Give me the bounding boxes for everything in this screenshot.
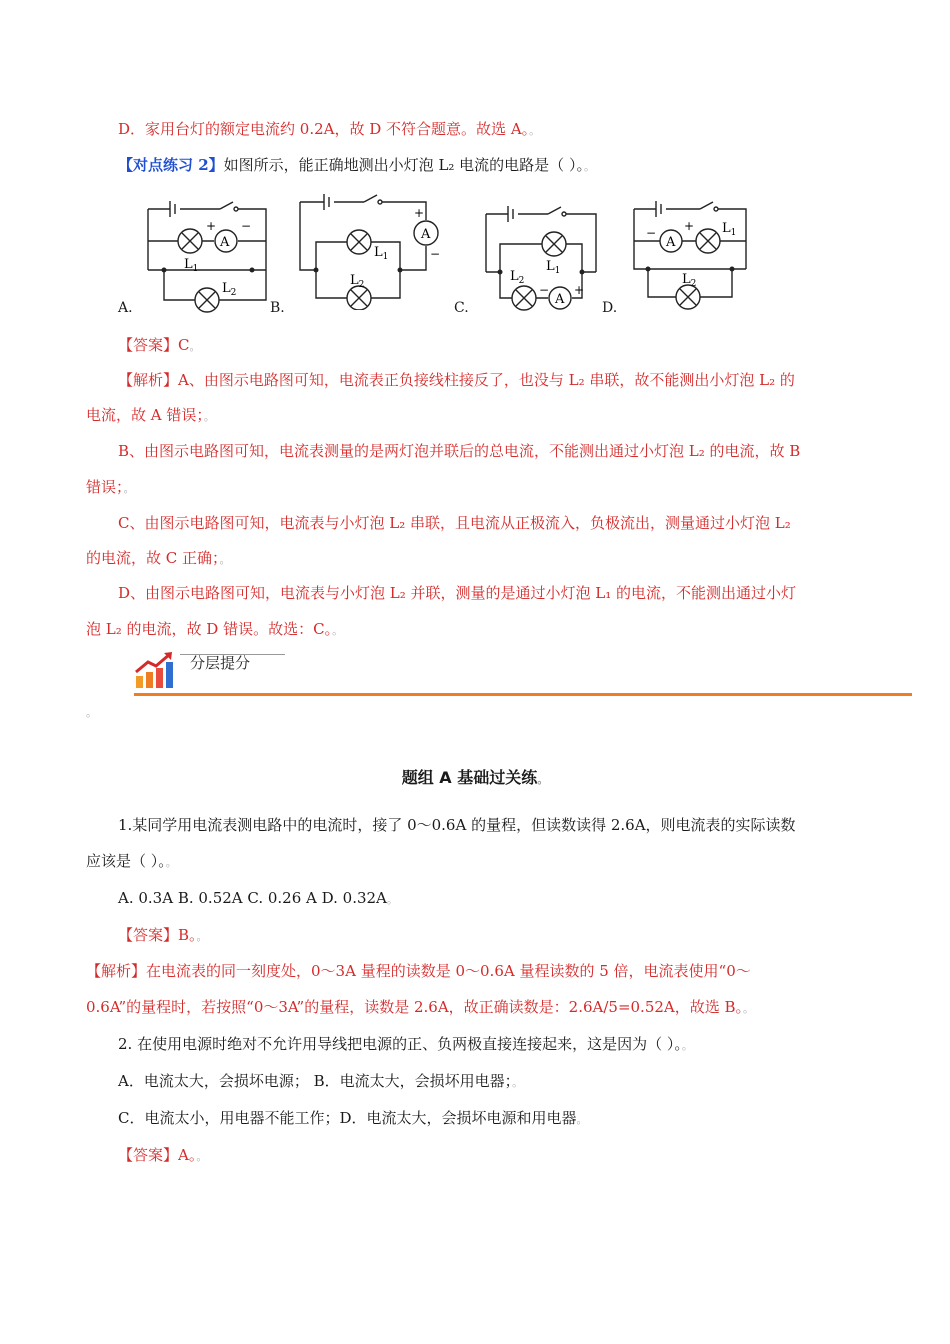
question-1-cont: 应该是（ ）。。 [86,852,177,870]
analysis-1-c: C、由图示电路图可知，电流表与小灯泡 L₂ 串联，且电流从正极流入，负极流出，测量通过小灯泡 L₂ [118,514,791,532]
para-mark: 。 [86,706,97,719]
circuit-figure-c [478,200,608,320]
question-2: 2. 在使用电源时绝对不允许用导线把电源的正、负两极直接连接起来，这是因为（ ）。。 [118,1035,693,1053]
analysis-2-cont: 0.6A”的量程时，若按照“0～3A”的量程，读数是 2.6A，故正确读数是：2.6A/5=0.52A，故选 B。。 [86,998,755,1016]
analysis-2: 【解析】在电流表的同一刻度处，0～3A 量程的读数是 0～0.6A 量程读数的 5 倍，电流表使用“0～ [86,962,751,980]
figure-b-label: B. [270,300,285,316]
practice-text: 如图所示，能正确地测出小灯泡 L₂ 电流的电路是（ ）。 [223,156,584,174]
lamp-l1-label: $L_1$ [184,257,199,274]
section-badge: 分层提分 [190,654,251,672]
group-heading: 题组 A 基础过关练。 [401,768,549,787]
circuit-figure-a [140,195,280,315]
question-2-options-ab: A．电流太大，会损坏电源； B．电流太大，会损坏用电器；。 [118,1072,524,1090]
analysis-1-a-cont: 电流，故 A 错误；。 [86,406,215,424]
analysis-1-b: B、由图示电路图可知，电流表测量的是两灯泡并联后的总电流，不能测出通过小灯泡 L₂ 的电流，故 B [118,442,801,460]
practice-question-2: 【对点练习 2】如图所示，能正确地测出小灯泡 L₂ 电流的电路是（ ）。。 [118,156,595,174]
figure-d-label: D. [602,300,618,316]
plus-sign: + [574,283,585,297]
lamp-l2-label: $L_2$ [350,273,365,290]
answer-1: 【答案】C。 [118,336,201,354]
lamp-l1-label: $L_1$ [546,259,561,276]
plus-sign: + [206,219,217,233]
lamp-l2-label: $L_2$ [682,272,697,289]
section-divider [134,693,912,696]
ammeter-label: A [555,292,565,307]
circuit-figure-b [292,190,447,310]
analysis-1-b-cont: 错误；。 [86,478,135,496]
minus-sign: − [241,219,252,233]
chart-growth-icon [132,650,180,692]
lamp-l2-label: $L_2$ [222,281,237,298]
question-2-options-cd: C．电流太小，用电器不能工作；D．电流太大，会损坏电源和用电器。 [118,1109,588,1127]
question-1-options: A. 0.3A B. 0.52A C. 0.26 A D. 0.32A。 [118,889,398,907]
ammeter-label: A [666,235,676,250]
analysis-1-c-cont: 的电流，故 C 正确；。 [86,549,231,567]
minus-sign: − [646,226,657,240]
figure-a-label: A. [118,300,133,316]
plus-sign: + [684,219,695,233]
analysis-1-d-cont: 泡 L₂ 的电流，故 D 错误。故选：C。。 [86,620,344,638]
lamp-l2-label: $L_2$ [510,269,525,286]
ammeter-label: A [421,227,431,242]
answer-2: 【答案】B。。 [118,926,208,944]
lamp-l1-label: $L_1$ [722,221,737,238]
ammeter-label: A [220,235,230,250]
analysis-1-d: D、由图示电路图可知，电流表与小灯泡 L₂ 并联，测量的是通过小灯泡 L₁ 的电流，不能测出通过小灯 [118,584,797,602]
minus-sign: − [430,247,441,261]
plus-sign: + [414,206,425,220]
practice-tag: 【对点练习 2】 [118,156,224,174]
figure-c-label: C. [454,300,469,316]
question-1: 1.某同学用电流表测电路中的电流时，接了 0～0.6A 的量程，但读数读得 2.6A，则电流表的实际读数 [118,816,796,834]
circuit-figure-d [626,195,756,315]
minus-sign: − [539,283,550,297]
answer-3: 【答案】A。。 [118,1146,208,1164]
answer-d-line: D．家用台灯的额定电流约 0.2A，故 D 不符合题意。故选 A。。 [118,120,541,138]
lamp-l1-label: $L_1$ [374,245,389,262]
analysis-1-a: 【解析】A、由图示电路图可知，电流表正负接线柱接反了，也没与 L₂ 串联，故不能测出小灯泡 L₂ 的 [118,371,795,389]
